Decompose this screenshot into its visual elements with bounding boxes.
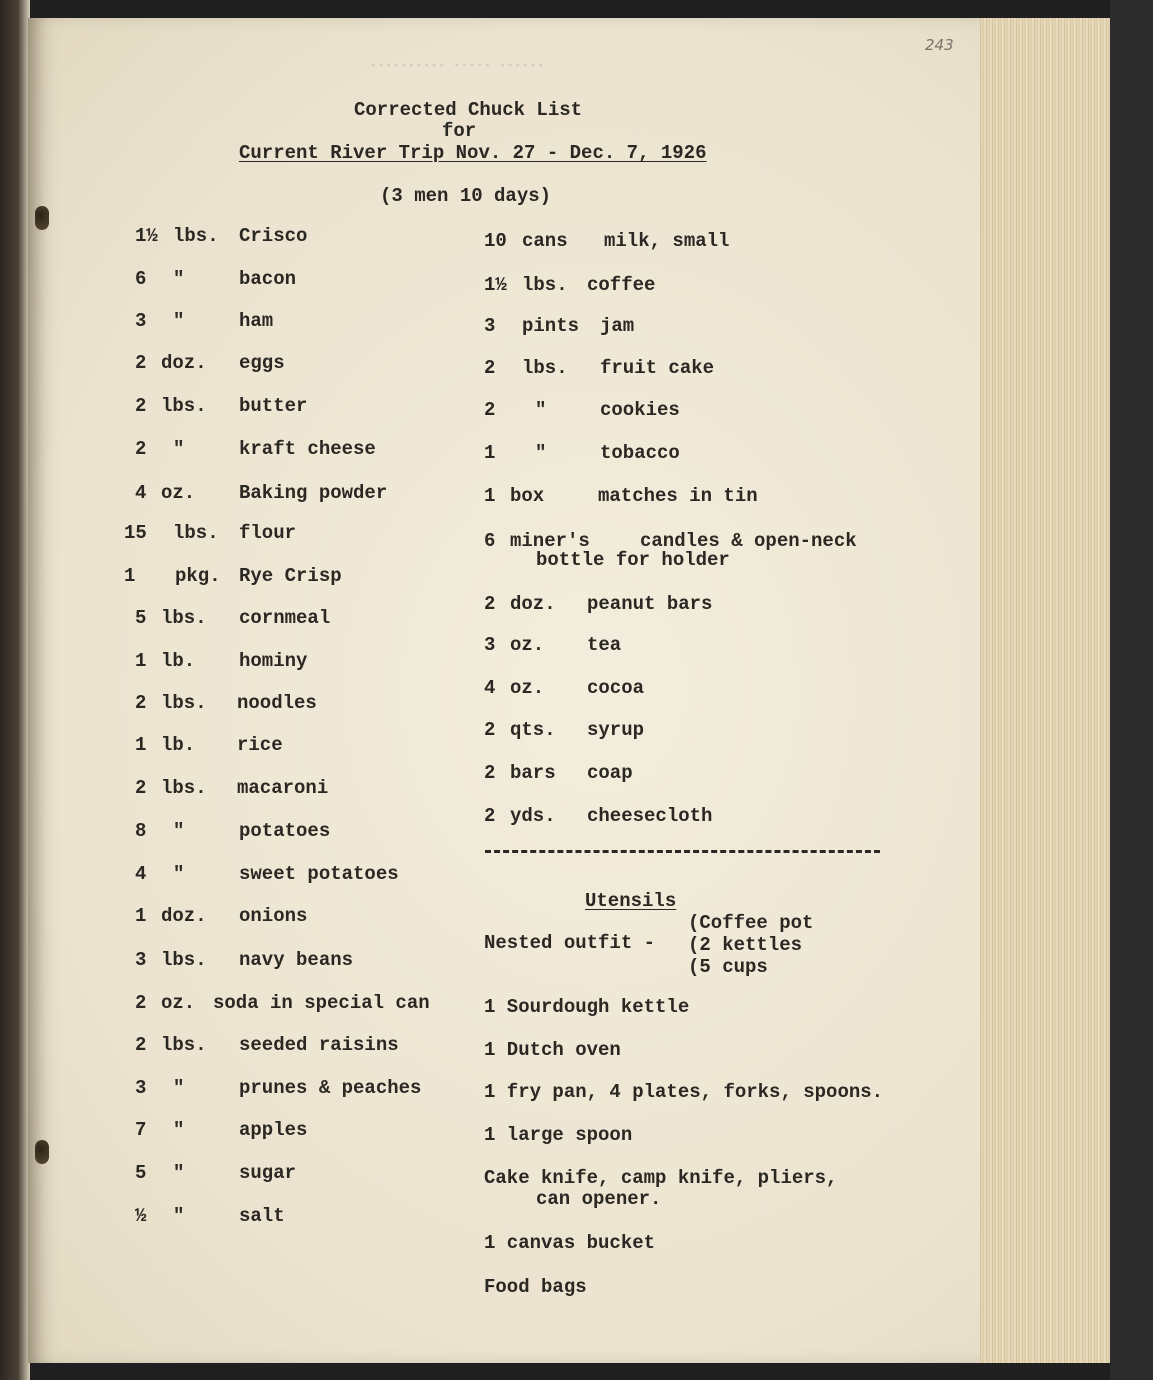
item-unit: doz. (161, 352, 207, 374)
item-name: Crisco (239, 225, 308, 247)
item-qty: 2 (135, 1034, 147, 1056)
utensils-heading: Utensils (585, 890, 677, 912)
item-qty: ½ (135, 1205, 147, 1227)
item-name: fruit cake (600, 357, 715, 379)
item-name: hominy (239, 650, 308, 672)
item-qty: 1 (484, 442, 496, 464)
item-name: Rye Crisp (239, 565, 342, 587)
utensil-line: 1 fry pan, 4 plates, forks, spoons. (484, 1081, 884, 1103)
item-unit: bars (510, 762, 556, 784)
item-name: coffee (587, 274, 656, 296)
item-unit: lbs. (173, 225, 219, 247)
item-qty: 3 (484, 634, 496, 656)
item-qty: 2 (135, 777, 147, 799)
item-qty: 3 (484, 315, 496, 337)
utensil-line: 1 canvas bucket (484, 1232, 656, 1254)
item-name: coap (587, 762, 633, 784)
item-name: macaroni (237, 777, 329, 799)
item-qty: 2 (135, 692, 147, 714)
item-unit: lbs. (161, 949, 207, 971)
nested-outfit-label: Nested outfit - (484, 932, 656, 954)
item-unit: " (173, 268, 185, 290)
item-name: seeded raisins (239, 1034, 399, 1056)
item-qty: 10 (484, 230, 507, 252)
item-name: tobacco (600, 442, 680, 464)
title-line-3: Current River Trip Nov. 27 - Dec. 7, 1926 (239, 142, 707, 164)
item-name: ham (239, 310, 274, 332)
item-unit: " (173, 820, 185, 842)
item-name: tea (587, 634, 622, 656)
item-qty: 6 (484, 530, 496, 552)
item-unit: " (173, 438, 185, 460)
item-qty: 2 (484, 399, 496, 421)
item-name: eggs (239, 352, 285, 374)
title-line-1: Corrected Chuck List (354, 99, 583, 121)
utensil-line: can opener. (536, 1188, 662, 1210)
item-unit: lbs. (161, 607, 207, 629)
item-qty: 2 (484, 762, 496, 784)
item-qty: 3 (135, 949, 147, 971)
item-qty: 15 (124, 522, 147, 544)
item-qty: 3 (135, 1077, 147, 1099)
item-name: soda in special can (213, 992, 430, 1014)
item-unit: lbs. (161, 777, 207, 799)
item-unit: " (173, 1162, 185, 1184)
item-qty: 5 (135, 607, 147, 629)
item-name: potatoes (239, 820, 331, 842)
item-name: noodles (237, 692, 317, 714)
top-faint-dashes: ---------- ----- ------ (370, 60, 545, 72)
subtitle: (3 men 10 days) (380, 185, 552, 207)
item-qty: 6 (135, 268, 147, 290)
item-qty: 1 (135, 650, 147, 672)
nested-part: (2 kettles (688, 934, 803, 956)
item-unit: box (510, 485, 545, 507)
item-name: rice (237, 734, 283, 756)
utensil-line: 1 Sourdough kettle (484, 996, 690, 1018)
item-name: cornmeal (239, 607, 331, 629)
item-name: syrup (587, 719, 645, 741)
book-cover-right (1110, 0, 1153, 1380)
item-name: flour (239, 522, 297, 544)
item-unit: lbs. (173, 522, 219, 544)
item-unit: lbs. (161, 1034, 207, 1056)
item-unit: qts. (510, 719, 556, 741)
item-qty: 2 (484, 719, 496, 741)
item-unit: cans (522, 230, 568, 252)
item-unit: pints (522, 315, 580, 337)
item-name-continued: bottle for holder (536, 549, 730, 571)
item-unit: doz. (161, 905, 207, 927)
item-name: cocoa (587, 677, 645, 699)
item-qty: 2 (135, 352, 147, 374)
item-unit: lbs. (522, 357, 568, 379)
book-page (28, 18, 980, 1363)
item-qty: 3 (135, 310, 147, 332)
item-qty: 1½ (484, 274, 507, 296)
item-unit: lb. (161, 734, 196, 756)
item-qty: 4 (484, 677, 496, 699)
item-name: sweet potatoes (239, 863, 399, 885)
item-qty: 2 (484, 593, 496, 615)
item-qty: 1 (484, 485, 496, 507)
item-name: Baking powder (239, 482, 388, 504)
item-qty: 2 (135, 992, 147, 1014)
item-qty: 1½ (135, 225, 158, 247)
item-name: butter (239, 395, 308, 417)
item-name: matches in tin (598, 485, 758, 507)
item-name: sugar (239, 1162, 297, 1184)
utensil-line: Cake knife, camp knife, pliers, (484, 1167, 838, 1189)
item-name: onions (239, 905, 308, 927)
page-edges (975, 18, 1115, 1363)
item-qty: 2 (135, 395, 147, 417)
item-qty: 4 (135, 863, 147, 885)
item-unit: oz. (510, 634, 545, 656)
title-line-2: for (442, 120, 477, 142)
item-unit: oz. (161, 482, 196, 504)
item-unit: lb. (161, 650, 196, 672)
item-qty: 8 (135, 820, 147, 842)
nested-part: (5 cups (688, 956, 768, 978)
binding-hole-icon (35, 206, 49, 230)
item-qty: 2 (484, 805, 496, 827)
item-unit: lbs. (161, 692, 207, 714)
utensil-line: 1 Dutch oven (484, 1039, 621, 1061)
item-unit: " (535, 442, 547, 464)
item-unit: oz. (510, 677, 545, 699)
item-qty: 7 (135, 1119, 147, 1141)
book-cover-left (0, 0, 30, 1380)
item-name: apples (239, 1119, 308, 1141)
item-unit: " (173, 863, 185, 885)
item-unit: oz. (161, 992, 196, 1014)
item-name: prunes & peaches (239, 1077, 422, 1099)
item-name: milk, small (604, 230, 730, 252)
item-name: bacon (239, 268, 297, 290)
item-qty: 2 (484, 357, 496, 379)
item-qty: 1 (124, 565, 136, 587)
item-unit: miner's (510, 530, 590, 552)
nested-part: (Coffee pot (688, 912, 814, 934)
item-name: candles & open-neck (640, 530, 857, 552)
utensil-line: Food bags (484, 1276, 587, 1298)
item-qty: 5 (135, 1162, 147, 1184)
item-name: jam (600, 315, 635, 337)
item-qty: 2 (135, 438, 147, 460)
page-number: 243 (925, 36, 954, 54)
item-unit: lbs. (161, 395, 207, 417)
divider-rule (485, 850, 880, 853)
item-qty: 4 (135, 482, 147, 504)
item-qty: 1 (135, 734, 147, 756)
item-name: navy beans (239, 949, 354, 971)
item-qty: 1 (135, 905, 147, 927)
item-unit: " (173, 1077, 185, 1099)
item-unit: lbs. (522, 274, 568, 296)
item-name: cookies (600, 399, 680, 421)
item-unit: pkg. (175, 565, 221, 587)
item-unit: " (173, 310, 185, 332)
item-name: kraft cheese (239, 438, 376, 460)
item-unit: " (173, 1119, 185, 1141)
item-unit: yds. (510, 805, 556, 827)
item-unit: " (535, 399, 547, 421)
item-unit: doz. (510, 593, 556, 615)
binding-hole-icon (35, 1140, 49, 1164)
item-unit: " (173, 1205, 185, 1227)
item-name: salt (239, 1205, 285, 1227)
item-name: peanut bars (587, 593, 713, 615)
item-name: cheesecloth (587, 805, 713, 827)
utensil-line: 1 large spoon (484, 1124, 633, 1146)
